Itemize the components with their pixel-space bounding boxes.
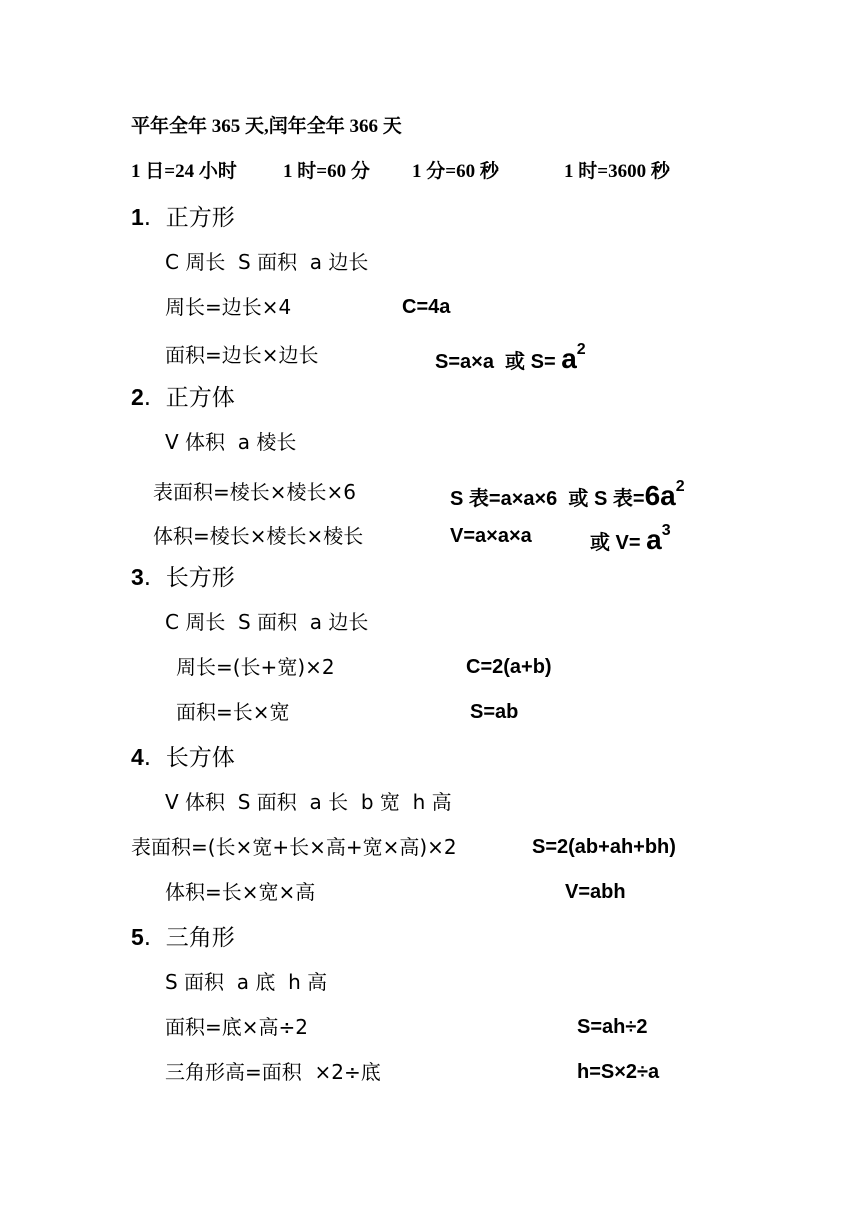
- formula-expression: V=a×a×a: [450, 525, 532, 547]
- time-fact-hour: 1 时=60 分: [283, 161, 370, 182]
- section-title: 长方体: [165, 745, 235, 771]
- formula-text: 体积=长×宽×高: [165, 880, 316, 904]
- section-number: 5: [131, 924, 144, 950]
- variable-legend: S 面积 a 底 h 高: [165, 970, 328, 994]
- formula-text: 周长=边长×4: [165, 295, 292, 319]
- formula-base: a: [561, 343, 577, 374]
- formula-expression: [435, 341, 586, 374]
- formula-expression: [450, 478, 685, 511]
- formula-exponent: 2: [576, 341, 586, 358]
- section-heading-rectangle: 3. 长方形: [131, 564, 235, 591]
- formula-base: 6a: [644, 480, 676, 511]
- section-title: 正方体: [165, 385, 235, 411]
- time-fact-hour-seconds: 1 时=3600 秒: [564, 161, 670, 182]
- formula-text: 面积=边长×边长: [165, 343, 319, 367]
- formula-expression: S=ab: [470, 701, 519, 723]
- formula-exponent: 3: [661, 522, 671, 539]
- intro-line-1: 平年全年 365 天,闰年全年 366 天: [131, 116, 402, 137]
- section-number: 1: [131, 204, 144, 230]
- section-number: 3: [131, 564, 144, 590]
- formula-expression: C=2(a+b): [466, 656, 552, 678]
- section-heading-cuboid: 4. 长方体: [131, 744, 235, 771]
- section-heading-square: 1. 正方形: [131, 204, 235, 231]
- formula-text: 体积=棱长×棱长×棱长: [153, 524, 364, 548]
- time-fact-minute: 1 分=60 秒: [412, 161, 499, 182]
- formula-text: 表面积=棱长×棱长×6: [153, 480, 356, 504]
- formula-main: S=a×a 或 S=: [435, 351, 562, 373]
- formula-expression: S=ah÷2: [577, 1016, 648, 1038]
- formula-text: 三角形高=面积 ×2÷底: [165, 1060, 381, 1084]
- formula-alternative: [590, 522, 671, 555]
- variable-legend: V 体积 a 棱长: [165, 430, 297, 454]
- variable-legend: C 周长 S 面积 a 边长: [165, 250, 369, 274]
- formula-text: 周长=(长+宽)×2: [176, 655, 335, 679]
- formula-expression: S=2(ab+ah+bh): [532, 836, 676, 858]
- formula-base: a: [646, 524, 662, 555]
- section-title: 长方形: [165, 565, 235, 591]
- section-title: 正方形: [165, 205, 235, 231]
- section-title: 三角形: [165, 925, 235, 951]
- time-fact-day: 1 日=24 小时: [131, 161, 237, 182]
- section-heading-triangle: 5. 三角形: [131, 924, 235, 951]
- section-heading-cube: 2. 正方体: [131, 384, 235, 411]
- formula-alt-text: 或 V=: [590, 532, 647, 554]
- formula-expression: h=S×2÷a: [577, 1061, 660, 1083]
- formula-expression: V=abh: [565, 881, 626, 903]
- section-number: 2: [131, 384, 144, 410]
- variable-legend: C 周长 S 面积 a 边长: [165, 610, 369, 634]
- formula-text: 面积=长×宽: [176, 700, 290, 724]
- formula-text: 表面积=(长×宽+长×高+宽×高)×2: [131, 835, 457, 859]
- formula-main: S 表=a×a×6 或 S 表=: [450, 488, 645, 510]
- variable-legend: V 体积 S 面积 a 长 b 宽 h 高: [165, 790, 452, 814]
- formula-expression: C=4a: [402, 296, 451, 318]
- section-number: 4: [131, 744, 144, 770]
- formula-exponent: 2: [675, 478, 685, 495]
- formula-text: 面积=底×高÷2: [165, 1015, 308, 1039]
